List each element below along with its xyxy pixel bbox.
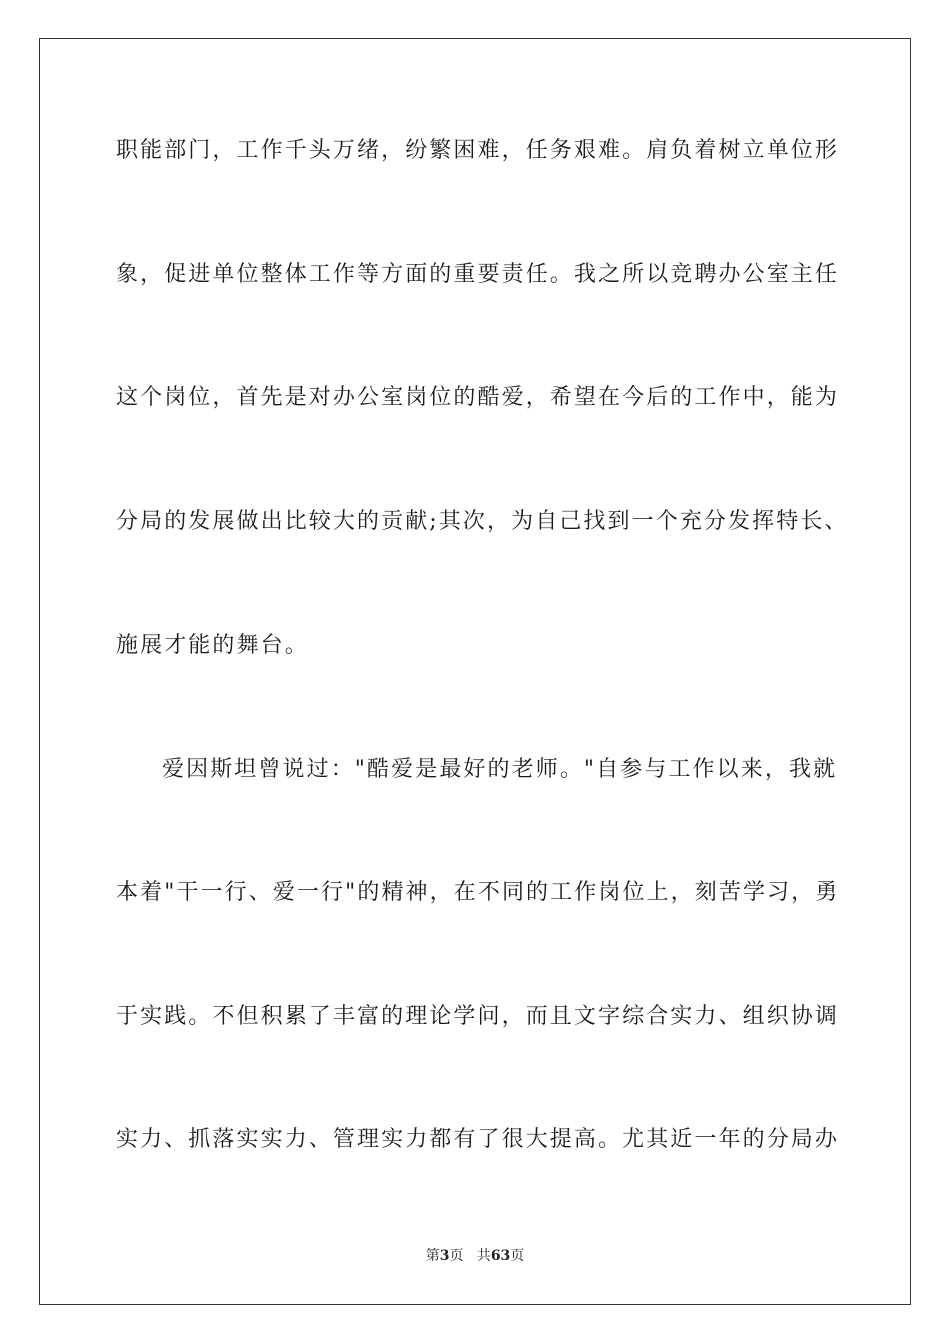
body-line-2: 象，促进单位整体工作等方面的重要责任。我之所以竞聘办公室主任 xyxy=(116,262,840,287)
page-border xyxy=(39,38,911,1305)
footer-total-prefix: 共 xyxy=(476,1248,491,1264)
footer-total-suffix: 页 xyxy=(510,1248,525,1264)
body-line-1: 职能部门，工作千头万绪，纷繁困难，任务艰难。肩负着树立单位形 xyxy=(116,138,840,163)
body-line-5: 施展才能的舞台。 xyxy=(116,633,309,658)
body-line-8: 于实践。不但积累了丰富的理论学问，而且文字综合实力、组织协调 xyxy=(116,1004,840,1029)
body-line-6: 爱因斯坦曾说过："酷爱是最好的老师。"自参与工作以来，我就 xyxy=(162,757,838,782)
footer-page-prefix: 第 xyxy=(425,1248,440,1264)
footer-page-suffix: 页 xyxy=(449,1248,464,1264)
page-footer xyxy=(0,1246,950,1266)
body-line-4: 分局的发展做出比较大的贡献;其次，为自己找到一个充分发挥特长、 xyxy=(116,509,849,534)
body-line-7: 本着"干一行、爱一行"的精神，在不同的工作岗位上，刻苦学习，勇 xyxy=(116,880,840,905)
body-line-3: 这个岗位，首先是对办公室岗位的酷爱，希望在今后的工作中，能为 xyxy=(116,385,840,410)
body-line-9: 实力、抓落实实力、管理实力都有了很大提高。尤其近一年的分局办 xyxy=(116,1127,840,1152)
footer-total-pages: 63 xyxy=(490,1248,511,1264)
footer-page-number: 3 xyxy=(439,1248,450,1264)
